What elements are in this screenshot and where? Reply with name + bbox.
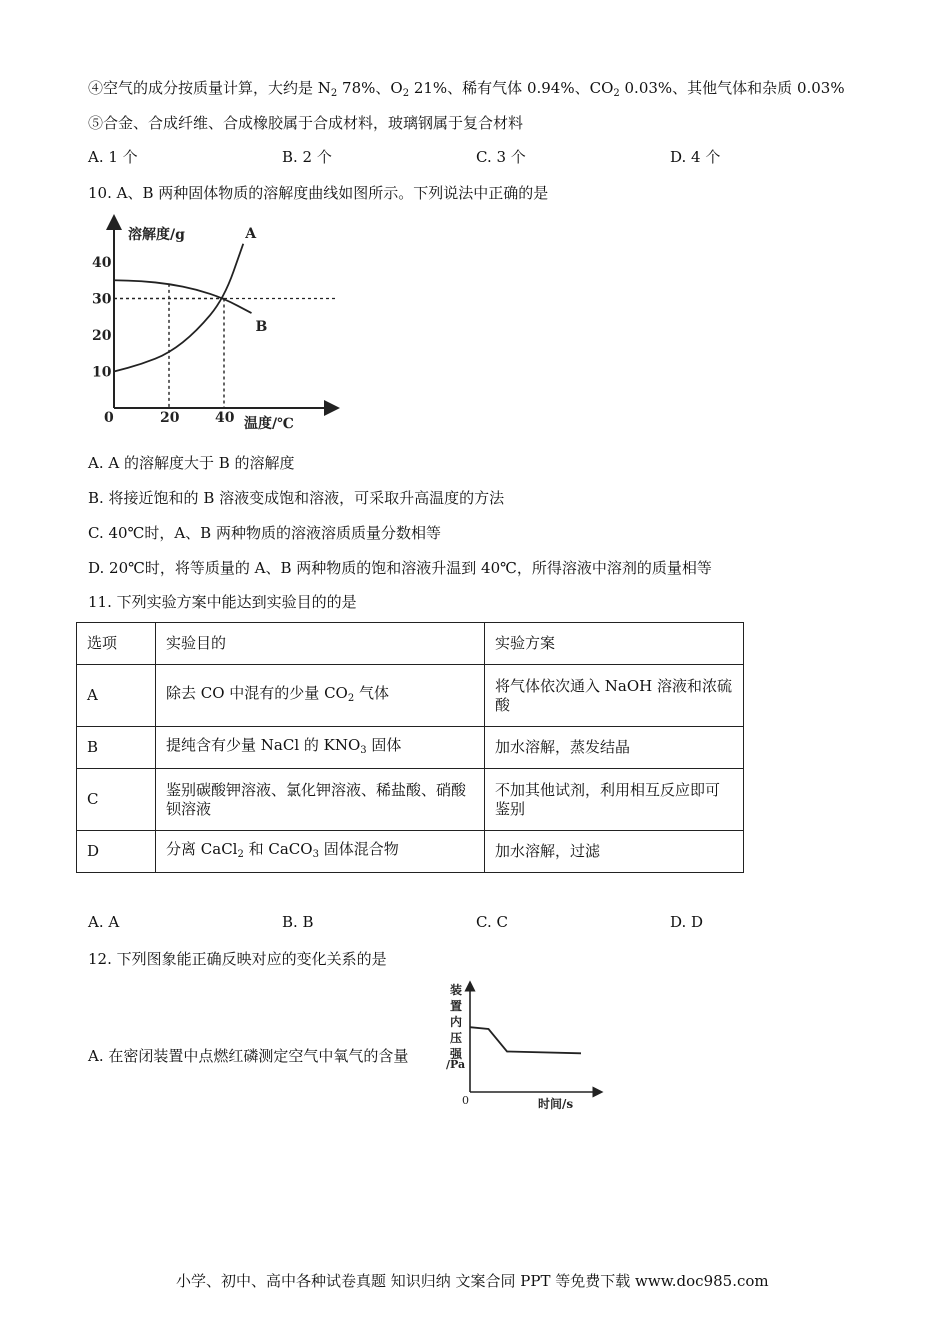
q10-option-a: A. A 的溶解度大于 B 的溶解度 (88, 454, 295, 472)
series-B-curve (114, 280, 252, 313)
row-plan: 加水溶解，蒸发结晶 (485, 727, 744, 769)
page-footer: 小学、初中、高中各种试卷真题 知识归纳 文案合同 PPT 等免费下载 www.doc985.com (176, 1272, 769, 1290)
q12-option-a: A. 在密闭装置中点燃红磷测定空气中氧气的含量 (88, 1047, 409, 1065)
subscript: 3 (312, 848, 319, 860)
goal-text: 气体 (354, 683, 390, 702)
subscript: 2 (330, 88, 338, 99)
row-option: B (77, 727, 156, 769)
series-B-label: B (255, 319, 268, 336)
statement-4-text: ④空气的成分按质量计算，大约是 N (88, 79, 331, 97)
y-axis-label: 溶解度/g (128, 227, 185, 243)
q11-option-b: B. B (282, 913, 314, 931)
row-plan: 将气体依次通入 NaOH 溶液和浓硫酸 (485, 665, 744, 727)
goal-text: 和 CaCO (243, 839, 313, 858)
y-tick-label: 10 (92, 364, 112, 381)
q10-option-d: D. 20℃时，将等质量的 A、B 两种物质的饱和溶液升温到 40℃，所得溶液中溶剂的质量相等 (88, 559, 712, 577)
subscript: 2 (402, 88, 410, 99)
statement-4-text: 0.03%、其他气体和杂质 0.03% (619, 79, 845, 97)
q9-option-d: D. 4 个 (670, 148, 721, 166)
y-axis-label-char: 压 (450, 1031, 463, 1045)
x-tick-label: 0 (462, 1094, 469, 1107)
statement-4 (88, 77, 845, 99)
row-goal: 鉴别碳酸钾溶液、氯化钾溶液、稀盐酸、硝酸钡溶液 (156, 769, 485, 831)
x-tick-label: 20 (160, 410, 180, 426)
experiment-table (76, 622, 744, 873)
q9-option-a: A. 1 个 (88, 148, 138, 166)
q10-option-c: C. 40℃时，A、B 两种物质的溶液溶质质量分数相等 (88, 524, 441, 542)
pressure-chart (444, 980, 604, 1112)
row-plan: 不加其他试剂，利用相互反应即可鉴别 (485, 769, 744, 831)
y-axis-label-char: 装 (450, 983, 463, 997)
table-row (77, 831, 744, 873)
row-goal (156, 831, 485, 873)
q9-option-c: C. 3 个 (476, 148, 526, 166)
q11-option-d: D. D (670, 913, 704, 931)
series-A-label: A (245, 225, 257, 242)
table-row (77, 665, 744, 727)
x-axis-label: 温度/℃ (244, 416, 294, 432)
header-plan: 实验方案 (485, 623, 744, 665)
y-tick-label: 40 (92, 255, 112, 271)
y-tick-label: 20 (92, 328, 112, 344)
goal-text: 固体 (366, 735, 402, 754)
subscript: 3 (360, 744, 367, 756)
solubility-chart (88, 212, 348, 434)
subscript: 2 (237, 848, 244, 860)
row-goal (156, 665, 485, 727)
q10-stem: 10. A、B 两种固体物质的溶解度曲线如图所示。下列说法中正确的是 (88, 184, 549, 202)
pressure-curve (470, 1027, 581, 1053)
row-option: C (77, 769, 156, 831)
subscript: 2 (613, 88, 620, 99)
table-row (77, 727, 744, 769)
table-row (77, 769, 744, 831)
series-A-curve (114, 244, 243, 372)
q11-stem: 11. 下列实验方案中能达到实验目的的是 (88, 593, 357, 611)
q9-option-b: B. 2 个 (282, 148, 332, 166)
statement-4-text: 78%、O (337, 79, 403, 97)
x-axis-label: 时间/s (538, 1097, 574, 1111)
q11-option-a: A. A (88, 913, 120, 931)
y-axis-label (446, 982, 466, 1071)
q11-option-c: C. C (476, 913, 508, 931)
y-axis-label-char: 强 (450, 1047, 463, 1061)
header-option: 选项 (77, 623, 156, 665)
statement-5: ⑤合金、合成纤维、合成橡胶属于合成材料，玻璃钢属于复合材料 (88, 114, 524, 132)
table-header-row (77, 623, 744, 665)
y-tick-label: 30 (92, 291, 112, 308)
q10-option-b: B. 将接近饱和的 B 溶液变成饱和溶液，可采取升高温度的方法 (88, 489, 505, 507)
x-tick-label: 0 (104, 410, 114, 426)
row-goal (156, 727, 485, 769)
goal-text: 除去 CO 中混有的少量 CO (166, 683, 348, 702)
x-tick-label: 40 (215, 410, 235, 426)
row-plan: 加水溶解，过滤 (485, 831, 744, 873)
row-option: D (77, 831, 156, 873)
goal-text: 固体混合物 (318, 839, 399, 858)
y-axis-label-char: /Pa (446, 1058, 466, 1071)
q12-stem: 12. 下列图象能正确反映对应的变化关系的是 (88, 950, 387, 968)
y-axis-label-char: 置 (450, 999, 463, 1013)
row-option: A (77, 665, 156, 727)
header-goal: 实验目的 (156, 623, 485, 665)
goal-text: 分离 CaCl (166, 839, 238, 858)
goal-text: 提纯含有少量 NaCl 的 KNO (166, 735, 361, 754)
y-axis-label-char: 内 (450, 1015, 463, 1029)
statement-4-text: 21%、稀有气体 0.94%、CO (409, 79, 614, 97)
subscript: 2 (347, 692, 355, 704)
